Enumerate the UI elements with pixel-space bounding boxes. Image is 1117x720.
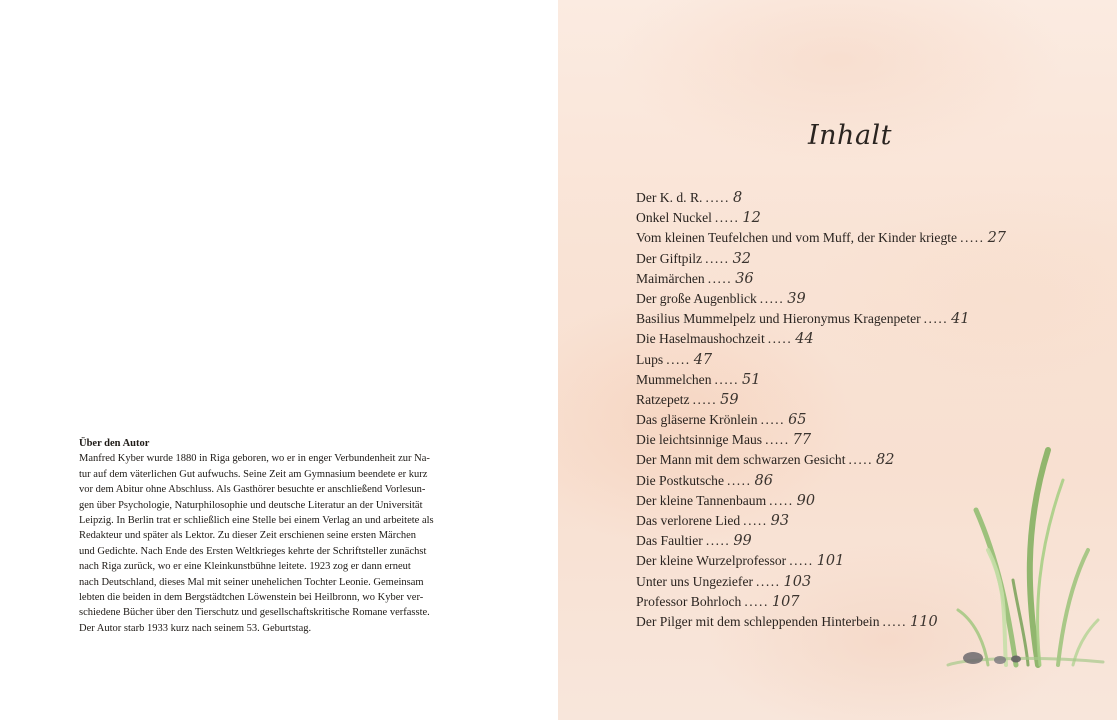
grass-illustration	[888, 440, 1113, 680]
toc-page-number: 107	[771, 593, 800, 610]
toc-page-number: 44	[795, 331, 814, 348]
toc-page-number: 103	[783, 573, 812, 590]
toc-entry-title: Unter uns Ungeziefer	[636, 573, 754, 589]
toc-page-number: 27	[987, 230, 1007, 247]
toc-page-number: 8	[732, 190, 743, 206]
toc-leader-dots: .....	[705, 533, 731, 549]
toc-leader-dots: .....	[705, 190, 730, 205]
toc-entry[interactable]	[636, 269, 1106, 289]
toc-page-number: 110	[910, 613, 938, 630]
right-page	[558, 0, 1117, 720]
author-text-line: nach Riga zurück, wo er eine Kleinkunstbühne leitete. 1923 zog er dann erneut	[79, 561, 411, 573]
toc-leader-dots: .....	[714, 210, 740, 226]
toc-leader-dots: .....	[759, 290, 785, 306]
toc-leader-dots: .....	[760, 412, 786, 428]
toc-entry-title: Der Pilger mit dem schleppenden Hinterbein	[636, 613, 880, 629]
author-text-line: gen über Psychologie, Naturphilosophie und deutsche Literatur an der Universität	[79, 499, 423, 511]
toc-page-number: 86	[754, 472, 773, 489]
toc-leader-dots: .....	[960, 230, 985, 246]
toc-page-number: 12	[742, 210, 761, 227]
toc-leader-dots: .....	[743, 513, 768, 528]
toc-page-number: 39	[787, 290, 806, 307]
toc-entry-title: Die Haselmaushochzeit	[636, 331, 765, 347]
left-page	[0, 0, 558, 720]
toc-entry-title: Professor Bohrloch	[636, 593, 742, 609]
toc-entry[interactable]	[636, 289, 1106, 309]
toc-title: Inhalt	[808, 120, 893, 151]
toc-page-number: 90	[796, 492, 816, 509]
toc-page-number: 32	[732, 250, 752, 267]
toc-entry-title: Der große Augenblick	[636, 290, 757, 306]
toc-entry[interactable]	[636, 188, 1106, 208]
toc-page-number: 59	[720, 391, 739, 408]
toc-leader-dots: .....	[744, 593, 769, 609]
toc-entry-title: Der kleine Tannenbaum	[636, 492, 767, 508]
toc-entry-title: Das verlorene Lied	[636, 513, 741, 528]
toc-page-number: 51	[742, 371, 761, 388]
toc-leader-dots: .....	[726, 472, 752, 488]
author-text-line: und Gedichte. Nach Ende des Ersten Weltkrieges kehrte der Schriftsteller zunächst	[79, 545, 427, 557]
author-text-line: vor dem Abitur ohne Abschluss. Als Gasthörer besuchte er anschließend Vorlesun-	[79, 484, 426, 496]
toc-entry-title: Der K. d. R.	[636, 190, 703, 205]
toc-entry[interactable]	[636, 208, 1106, 228]
toc-entry-title: Maimärchen	[636, 270, 705, 286]
toc-page-number: 101	[816, 553, 845, 570]
toc-entry-title: Der Mann mit dem schwarzen Gesicht	[636, 452, 846, 468]
toc-page-number: 93	[770, 513, 790, 529]
toc-page-number: 36	[735, 270, 754, 287]
toc-leader-dots: .....	[789, 553, 814, 569]
author-text-line: Manfred Kyber wurde 1880 in Riga geboren, wo er in enger Verbundenheit zur Na-	[79, 453, 430, 465]
toc-page-number: 47	[693, 351, 713, 368]
toc-entry-title: Der Giftpilz	[636, 250, 703, 266]
toc-entry[interactable]	[636, 309, 1106, 329]
toc-entry-title: Mummelchen	[636, 371, 712, 387]
toc-leader-dots: .....	[765, 432, 790, 448]
author-text-line: nach Deutschland, dieses Mal mit seiner unehelichen Tochter Leonie. Gemeinsam	[79, 576, 424, 588]
toc-entry-title: Das gläserne Krönlein	[636, 412, 758, 428]
toc-entry[interactable]	[636, 329, 1106, 349]
toc-entry[interactable]	[636, 410, 1106, 430]
toc-entry-title: Basilius Mummelpelz und Hieronymus Kragenpeter	[636, 311, 921, 327]
toc-entry[interactable]	[636, 350, 1106, 370]
toc-leader-dots: .....	[666, 351, 691, 367]
author-text-line: lebten die beiden in dem Bergstädtchen Löwenstein bei Heilbronn, wo Kyber ver-	[79, 592, 424, 604]
toc-page-number: 77	[792, 432, 812, 449]
toc-leader-dots: .....	[714, 371, 740, 387]
toc-leader-dots: .....	[769, 492, 794, 508]
author-text-line: schiedene Bücher über den Tierschutz und gesellschaftskritische Romane verfasste.	[79, 607, 430, 619]
toc-entry-title: Die leichtsinnige Maus	[636, 432, 763, 448]
toc-leader-dots: .....	[882, 613, 907, 629]
toc-leader-dots: .....	[707, 270, 733, 286]
author-text-line: Redakteur und später als Lektor. Zu dieser Zeit erschienen seine ersten Märchen	[79, 530, 417, 542]
toc-leader-dots: .....	[692, 391, 718, 407]
toc-leader-dots: .....	[848, 452, 874, 468]
toc-entry-title: Ratzepetz	[636, 391, 690, 407]
toc-page-number: 82	[876, 452, 895, 469]
toc-page-number: 99	[733, 533, 752, 550]
toc-entry-title: Onkel Nuckel	[636, 210, 712, 226]
toc-entry-title: Lups	[636, 351, 664, 367]
toc-entry[interactable]	[636, 370, 1106, 390]
toc-entry-title: Vom kleinen Teufelchen und vom Muff, der Kinder kriegte	[636, 230, 958, 246]
toc-entry-title: Das Faultier	[636, 533, 703, 549]
author-text-line: Der Autor starb 1933 kurz nach seinem 53. Geburtstag.	[79, 622, 312, 634]
toc-leader-dots: .....	[705, 250, 730, 266]
toc-leader-dots: .....	[756, 573, 781, 589]
author-bio	[79, 436, 479, 636]
author-heading: Über den Autor	[79, 438, 150, 449]
toc-page-number: 41	[951, 311, 970, 328]
toc-entry-title: Die Postkutsche	[636, 472, 724, 488]
toc-leader-dots: .....	[767, 331, 793, 347]
author-text-line: tur auf dem väterlichen Gut aufwuchs. Seine Zeit am Gymnasium beendete er kurz	[79, 468, 428, 480]
toc-page-number: 65	[788, 412, 807, 429]
author-text	[79, 451, 479, 636]
toc-entry-title: Der kleine Wurzelprofessor	[636, 553, 787, 569]
toc-entry[interactable]	[636, 390, 1106, 410]
toc-leader-dots: .....	[923, 311, 949, 327]
toc-entry[interactable]	[636, 249, 1106, 269]
author-text-line: Leipzig. In Berlin trat er schließlich eine Stelle bei einem Verlag an und arbeitete als	[79, 515, 434, 527]
toc-entry[interactable]	[636, 228, 1106, 248]
